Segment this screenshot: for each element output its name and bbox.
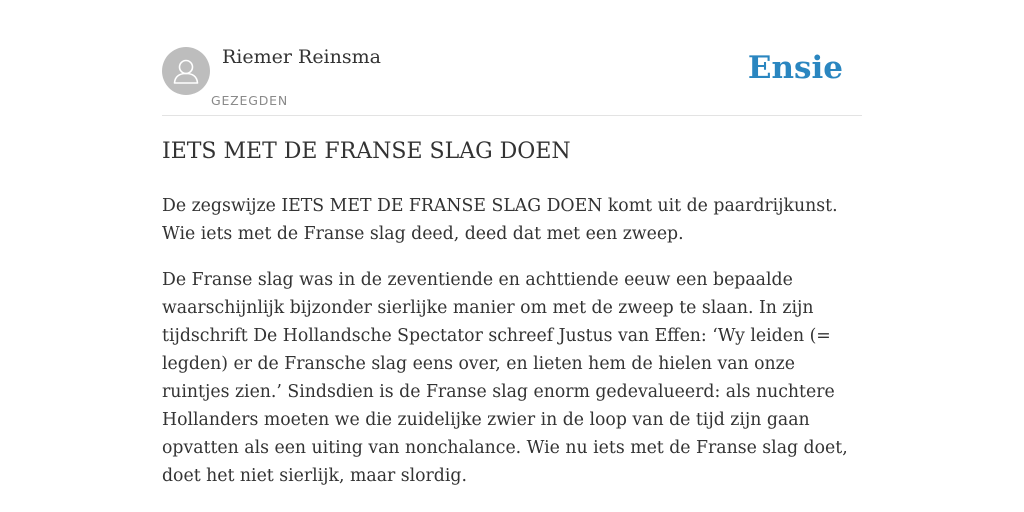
article-title: IETS MET DE FRANSE SLAG DOEN [162, 139, 571, 164]
user-icon [162, 47, 210, 95]
article-body [162, 192, 862, 508]
header-divider [162, 115, 862, 116]
author-name[interactable]: Riemer Reinsma [222, 46, 381, 68]
category-label[interactable]: GEZEGDEN [211, 93, 289, 108]
brand-logo[interactable]: Ensie [747, 50, 843, 86]
author-avatar[interactable] [162, 47, 210, 95]
article-paragraph: De zegswijze IETS MET DE FRANSE SLAG DOEN komt uit de paardrijkunst. Wie iets met de Franse slag deed, deed dat met een zweep. [162, 196, 838, 244]
article-paragraph: De Franse slag was in de zeventiende en achttiende eeuw een bepaalde waarschijnlijk bijzonder sierlijke manier om met de zweep te slaan. In zijn tijdschrift De Hollandsche Spectator schreef Justus van Effen: ‘Wy leiden (= legden) er de Fransche slag eens over, en lieten hem de hielen van onze ruintjes zien.’ Sindsdien is de Franse slag enorm gedevalueerd: als nuchtere Hollanders moeten we die zuidelijke zwier in de loop van de tijd zijn gaan opvatten als een uiting van nonchalance. Wie nu iets met de Franse slag doet, doet het niet sierlijk, maar slordig. [162, 270, 848, 486]
